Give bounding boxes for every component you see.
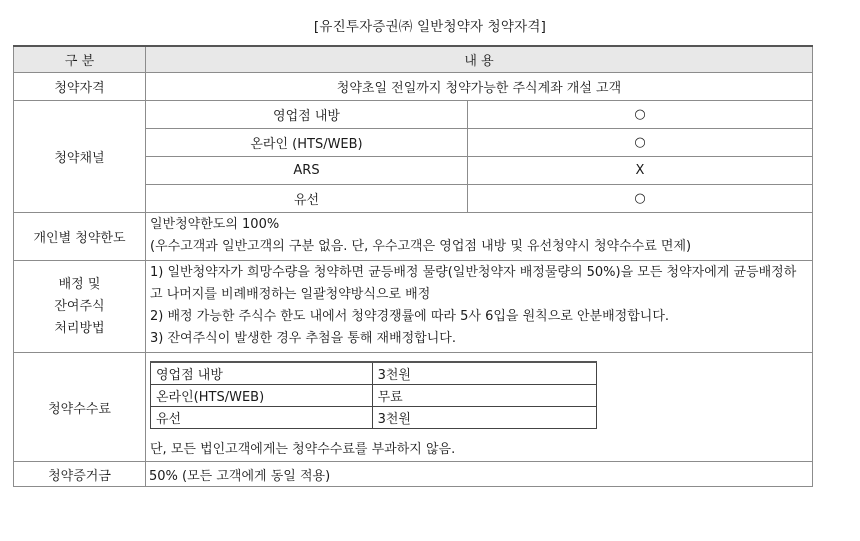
channel-name: 영업점 내방	[146, 101, 468, 129]
allocation-label-line: 잔여주식	[54, 298, 105, 314]
fee-amount: 무료	[372, 385, 596, 407]
fee-label: 청약수수료	[14, 353, 146, 462]
fee-table	[150, 361, 597, 429]
eligibility-text: 청약초일 전일까지 청약가능한 주식계좌 개설 고객	[146, 73, 813, 101]
deposit-row	[14, 462, 813, 487]
allocation-row	[14, 261, 813, 353]
subscription-eligibility-table	[13, 45, 813, 487]
fee-channel: 유선	[151, 407, 373, 429]
channel-name: 온라인 (HTS/WEB)	[146, 129, 468, 157]
fee-table-row	[151, 385, 597, 407]
allocation-label-line: 처리방법	[54, 320, 105, 336]
fee-content	[146, 353, 813, 462]
header-category: 구 분	[14, 46, 146, 73]
channel-name: 유선	[146, 185, 468, 213]
limit-content	[146, 213, 813, 261]
eligibility-row	[14, 73, 813, 101]
fee-table-row	[151, 407, 597, 429]
limit-line: 일반청약한도의 100%	[150, 217, 280, 232]
header-row	[14, 46, 813, 73]
page-title: [유진투자증권㈜ 일반청약자 청약자격]	[313, 19, 547, 35]
channel-row	[14, 101, 813, 129]
allocation-line: 1) 일반청약자가 희망수량을 청약하면 균등배정 물량(일반청약자 배정물량의 50%)을 모든 청약자에게 균등배정하고 나머지를 비례배정하는 일괄청약방식으로 배정	[150, 265, 797, 302]
channel-availability-mark: ○	[468, 101, 813, 129]
allocation-label	[14, 261, 146, 353]
limit-line: (우수고객과 일반고객의 구분 없음. 단, 우수고객은 영업점 내방 및 유선청약시 청약수수료 면제)	[150, 239, 692, 254]
fee-row	[14, 353, 813, 462]
eligibility-label: 청약자격	[14, 73, 146, 101]
fee-note: 단, 모든 법인고객에게는 청약수수료를 부과하지 않음.	[150, 442, 456, 457]
fee-channel: 영업점 내방	[151, 362, 373, 385]
channels-label: 청약채널	[14, 101, 146, 213]
fee-amount: 3천원	[372, 407, 596, 429]
header-content: 내 용	[146, 46, 813, 73]
fee-amount: 3천원	[372, 362, 596, 385]
allocation-label-line: 배정 및	[58, 276, 101, 292]
deposit-text: 50% (모든 고객에게 동일 적용)	[146, 462, 813, 487]
fee-table-row	[151, 362, 597, 385]
channel-availability-mark: X	[468, 157, 813, 185]
allocation-line: 3) 잔여주식이 발생한 경우 추첨을 통해 재배정합니다.	[150, 331, 456, 346]
channel-availability-mark: ○	[468, 185, 813, 213]
limit-label: 개인별 청약한도	[14, 213, 146, 261]
channel-name: ARS	[146, 157, 468, 185]
deposit-label: 청약증거금	[14, 462, 146, 487]
channel-availability-mark: ○	[468, 129, 813, 157]
limit-row	[14, 213, 813, 261]
fee-channel: 온라인(HTS/WEB)	[151, 385, 373, 407]
allocation-content	[146, 261, 813, 353]
allocation-line: 2) 배정 가능한 주식수 한도 내에서 청약경쟁률에 따라 5사 6입을 원칙으로 안분배정합니다.	[150, 309, 670, 324]
